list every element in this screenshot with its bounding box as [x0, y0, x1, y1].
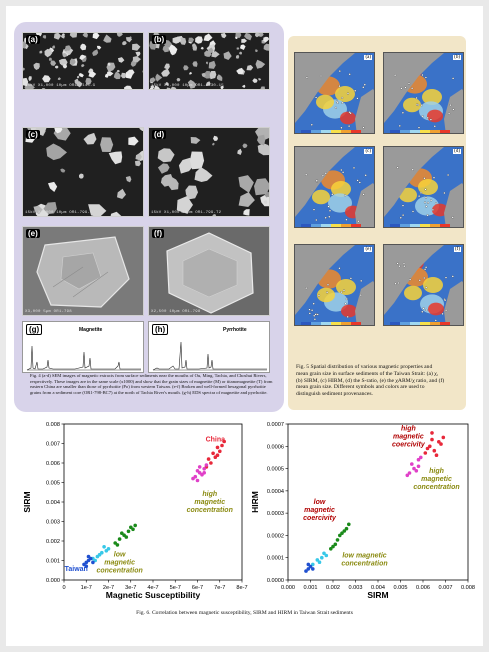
data-point [307, 563, 311, 567]
data-point [198, 465, 202, 469]
data-point [311, 567, 315, 571]
data-point [120, 531, 124, 535]
x-tick-label: 0.006 [416, 585, 430, 591]
eds-spectrum-pyrrhotite [148, 321, 270, 373]
sem-image-c [22, 127, 144, 217]
data-point [220, 444, 224, 448]
data-point [202, 467, 206, 471]
panel-tag: (f) [455, 247, 460, 252]
map-panel-b [383, 52, 464, 134]
chart-annotation: low magnetic concentration [341, 552, 388, 568]
data-point [439, 442, 443, 446]
data-point [125, 535, 129, 539]
data-point [196, 469, 200, 473]
data-point [87, 555, 91, 559]
y-tick-label: 0.006 [46, 461, 60, 467]
data-point [417, 465, 421, 469]
data-point [318, 560, 322, 564]
figure-5-caption [296, 364, 464, 398]
x-axis-label: SIRM [367, 590, 389, 600]
x-tick-label: 0.003 [348, 585, 363, 591]
data-point [426, 447, 430, 451]
panel-tag: (d) [454, 149, 460, 154]
panel-tag: (c) [28, 130, 38, 139]
y-axis-label: HIRM [250, 491, 260, 513]
chart-annotation: low magnetic concentration [96, 551, 143, 575]
x-tick-label: 0.001 [303, 585, 318, 591]
chart-annotation: Taiwan [64, 566, 88, 574]
chart-annotation: high magnetic coercivity [392, 425, 425, 449]
chart-annotation: high magnetic concentration [186, 491, 233, 515]
data-point [430, 431, 434, 435]
y-tick-label: 0.0003 [266, 511, 284, 518]
map-panel-f [383, 244, 464, 326]
panel-tag: (d) [154, 130, 165, 139]
y-tick-label: 0.0000 [266, 578, 284, 584]
data-point [102, 545, 106, 549]
panel-tag: (f) [154, 229, 162, 238]
panel-tag: (h) [152, 324, 168, 335]
data-point [435, 453, 439, 457]
caption-line: mean grain size. Different symbols and colors are used to [296, 384, 425, 391]
data-point [216, 453, 220, 457]
caption-line: distinguish sediment provenances. [296, 391, 373, 398]
panel-tag: (a) [28, 35, 38, 44]
y-tick-label: 0.008 [46, 422, 60, 428]
map-panel-d [383, 146, 464, 228]
data-point [410, 462, 414, 466]
map-panel-c [294, 146, 375, 228]
data-point [211, 452, 215, 456]
sem-image-b [148, 32, 270, 90]
data-point [107, 547, 111, 551]
scale-bar: 15kV X1,000 10µm OR1-799-C [25, 211, 93, 215]
figure-6-caption: Fig. 6. Correlation between magnetic susceptibility, SIRM and HIRM in Taiwan Strait sediments [136, 610, 353, 616]
y-tick-label: 0.005 [46, 480, 60, 487]
x-tick-label: 6e-7 [191, 585, 204, 591]
caption-line: (b) SIRM, (c) HIRM, (d) the S-ratio, (e) the χARM/χ ratio, and (f) [296, 377, 445, 384]
data-point [196, 479, 200, 483]
scale-bar: X3,000 5µm OR1-798 [25, 310, 72, 314]
x-tick-label: 0.004 [371, 585, 385, 591]
x-tick-label: 2e-7 [102, 585, 115, 591]
panel-tag: (e) [365, 247, 371, 252]
y-tick-label: 0.004 [46, 500, 60, 506]
data-point [322, 552, 326, 556]
x-tick-label: 3e-7 [125, 585, 137, 591]
data-point [127, 530, 131, 534]
chart-annotation: China [205, 436, 226, 444]
data-point [406, 474, 410, 478]
y-tick-label: 0.0001 [266, 555, 284, 562]
panel-tag: (e) [28, 229, 38, 238]
y-tick-label: 0.0007 [266, 422, 284, 428]
panel-tag: (c) [365, 149, 371, 154]
data-point [331, 545, 335, 549]
data-point [320, 556, 324, 560]
x-tick-label: 8e-7 [236, 585, 248, 591]
data-point [424, 451, 428, 455]
data-point [129, 526, 133, 530]
scatter-chart-hirm-vs-sirm [250, 418, 476, 608]
data-point [118, 537, 122, 541]
y-tick-label: 0.007 [46, 441, 60, 448]
data-point [419, 456, 423, 460]
panel-tag: (a) [365, 55, 371, 60]
data-point [442, 436, 446, 440]
scale-bar: X2,500 10µm OR1-798 [151, 310, 201, 314]
data-point [415, 469, 419, 473]
sem-image-e [22, 226, 144, 316]
scatter-chart-sirm-vs-susceptibility [18, 418, 250, 608]
data-point [207, 457, 211, 461]
data-point [347, 523, 351, 527]
scale-bar: 15kV X1,000 10µm OR1-799-T2 [151, 211, 222, 215]
x-tick-label: 0 [62, 585, 66, 591]
caption-line: mean grain size in surface sediments of the Taiwan Strait: (a) χ, [296, 370, 439, 377]
figure-4-caption: Fig. 4 (a-d) SEM images of magnetic extracts from surface sediments near the mouths of Ou, Ming, Tachia, and Choshui Rivers, respectively. These images are in the same scale (x1000) and show that the grain sizes of magnetite (M) or titanomagnetite (T) from eastern China are smaller than those of pyrrhotite (Po) from western Taiwan. (e-f) Broken and well-formed hexagonal pyrrhotite grains from a sediment core (OR1-798-BC7) at the north of Tachia River's mouth. (g-h) EDS spectra of magnetite and pyrrhotite. [30, 373, 273, 395]
x-tick-label: 0.005 [393, 585, 408, 591]
x-tick-label: 7e-7 [214, 585, 226, 591]
data-point [218, 450, 222, 454]
scale-bar: 15kV X1,000 10µm OR1-1145-G [25, 84, 96, 88]
y-tick-label: 0.0002 [266, 533, 284, 540]
x-tick-label: 0.007 [438, 585, 453, 591]
sem-image-d [148, 127, 270, 217]
x-tick-label: 5e-7 [169, 585, 181, 591]
panel-tag: (b) [154, 35, 165, 44]
y-tick-label: 0.003 [46, 519, 60, 526]
y-tick-label: 0.0006 [266, 444, 284, 451]
spectrum-label: Magnetite [79, 327, 103, 333]
eds-spectrum-magnetite [22, 321, 144, 373]
data-point [340, 531, 344, 535]
data-point [98, 553, 102, 557]
y-axis-label: SIRM [22, 491, 32, 513]
spectrum-label: Pyrrhotite [223, 327, 247, 333]
y-tick-label: 0.002 [46, 539, 60, 545]
caption-line: Fig. 5 Spatial distribution of various magnetic properties and [296, 364, 433, 370]
scale-bar: 15kV X1,000 10µm OR1-1430-15 [151, 84, 224, 88]
panel-tag: (b) [454, 55, 460, 60]
data-point [433, 449, 437, 453]
x-tick-label: 0.002 [326, 585, 340, 591]
data-point [205, 463, 209, 467]
x-tick-label: 0.000 [281, 585, 295, 591]
sem-image-f [148, 226, 270, 316]
data-point [91, 561, 95, 565]
y-tick-label: 0.001 [46, 558, 60, 565]
map-panel-e [294, 244, 375, 326]
chart-annotation: low magnetic coercivity [303, 499, 336, 523]
data-point [133, 524, 137, 528]
data-point [202, 471, 206, 475]
data-point [336, 538, 340, 542]
map-panel-a [294, 52, 375, 134]
data-point [216, 446, 220, 450]
x-tick-label: 4e-7 [147, 585, 159, 591]
y-tick-label: 0.000 [46, 578, 60, 584]
data-point [116, 543, 120, 547]
x-tick-label: 0.008 [461, 585, 475, 591]
data-point [191, 477, 195, 481]
data-point [430, 438, 434, 442]
chart-annotation: high magnetic concentration [413, 468, 460, 492]
sem-image-a [22, 32, 144, 90]
data-point [209, 461, 213, 465]
panel-tag: (g) [26, 324, 42, 335]
y-tick-label: 0.0004 [266, 488, 284, 495]
x-tick-label: 1e-7 [80, 585, 92, 591]
y-tick-label: 0.0005 [266, 466, 284, 473]
data-point [345, 527, 349, 531]
x-axis-label: Magnetic Susceptibility [105, 590, 201, 600]
